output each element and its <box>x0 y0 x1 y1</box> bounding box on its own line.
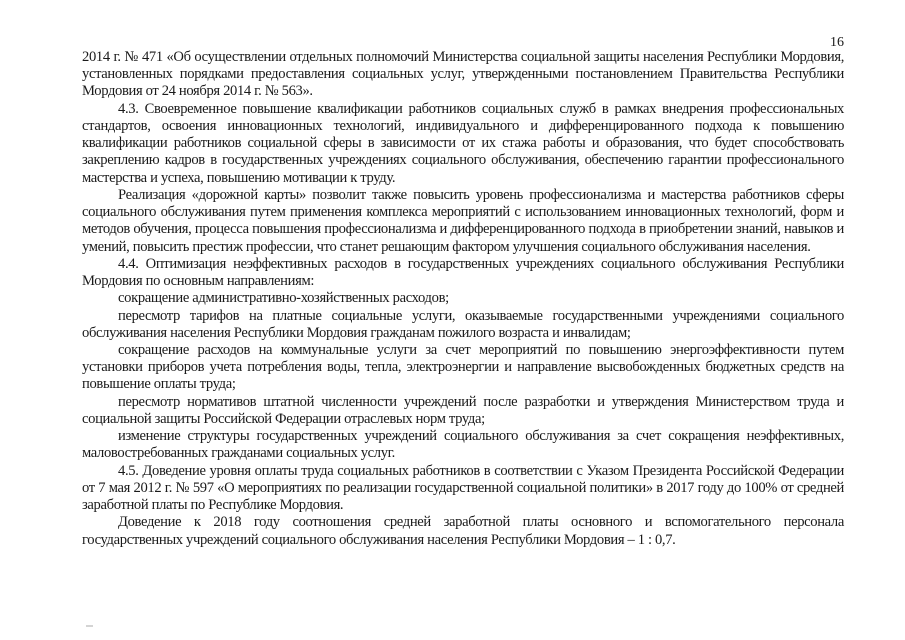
paragraph-item-4-5: 4.5. Доведение уровня оплаты труда социальных работников в соответствии с Указом Президента Российской Федерации от 7 мая 2012 г. № 597 «О мероприятиях по реализации государственной социальной политики» в 2017 году до 100% от средней заработной платы по Республике Мордовия. <box>82 462 844 514</box>
list-item-utility-savings: сокращение расходов на коммунальные услуги за счет мероприятий по повышению энергоэффективности путем установки приборов учета потребления воды, тепла, электроэнергии и направление высвобожденных бюджетных средств на повышение оплаты труда; <box>82 341 844 393</box>
paragraph-ratio-2018: Доведение к 2018 году соотношения средней заработной платы основного и вспомогательного персонала государственных учреждений социального обслуживания населения Республики Мордовия – 1 : 0,7. <box>82 514 844 548</box>
page-number: 16 <box>830 35 844 50</box>
list-item-staffing-review: пересмотр нормативов штатной численности учреждений после разработки и утверждения Министерством труда и социальной защиты Российской Федерации отраслевых норм труда; <box>82 393 844 427</box>
document-body <box>82 49 844 549</box>
scan-artifact <box>86 625 93 627</box>
paragraph-continuation: 2014 г. № 471 «Об осуществлении отдельных полномочий Министерства социальной защиты населения Республики Мордовия, установленных порядками предоставления социальных услуг, утвержденными постановлением Правительства Республики Мордовия от 24 ноября 2014 г. № 563». <box>82 49 844 100</box>
paragraph-item-4-4: 4.4. Оптимизация неэффективных расходов в государственных учреждениях социального обслуживания Республики Мордовия по основным направлениям: <box>82 255 844 290</box>
paragraph-roadmap: Реализация «дорожной карты» позволит также повысить уровень профессионализма и мастерства работников сферы социального обслуживания путем применения комплекса мероприятий с использованием инновационных технологий, форм и методов обучения, процесса повышения профессионализма и дифференцированного подхода в приобретении знаний, навыков и умений, повысить престиж профессии, что станет решающим фактором улучшения социального обслуживания населения. <box>82 186 844 255</box>
paragraph-item-4-3: 4.3. Своевременное повышение квалификации работников социальных служб в рамках внедрения профессиональных стандартов, освоения инновационных технологий, индивидуального и дифференцированного подхода к повышению квалификации работников социальной сферы в зависимости от их стажа работы и образования, что будет способствовать закреплению кадров в государственных учреждениях социального обслуживания, обеспечению гарантии профессионального мастерства и успеха, повышению мотивации к труду. <box>82 100 844 186</box>
list-item-tariff-review: пересмотр тарифов на платные социальные услуги, оказываемые государственными учреждениями социального обслуживания населения Республики Мордовия гражданам пожилого возраста и инвалидам; <box>82 307 844 341</box>
list-item-admin-expenses: сокращение административно-хозяйственных расходов; <box>118 290 449 307</box>
list-item-structure-change: изменение структуры государственных учреждений социального обслуживания за счет сокращения неэффективных, маловостребованных гражданами социальных услуг. <box>82 428 844 462</box>
